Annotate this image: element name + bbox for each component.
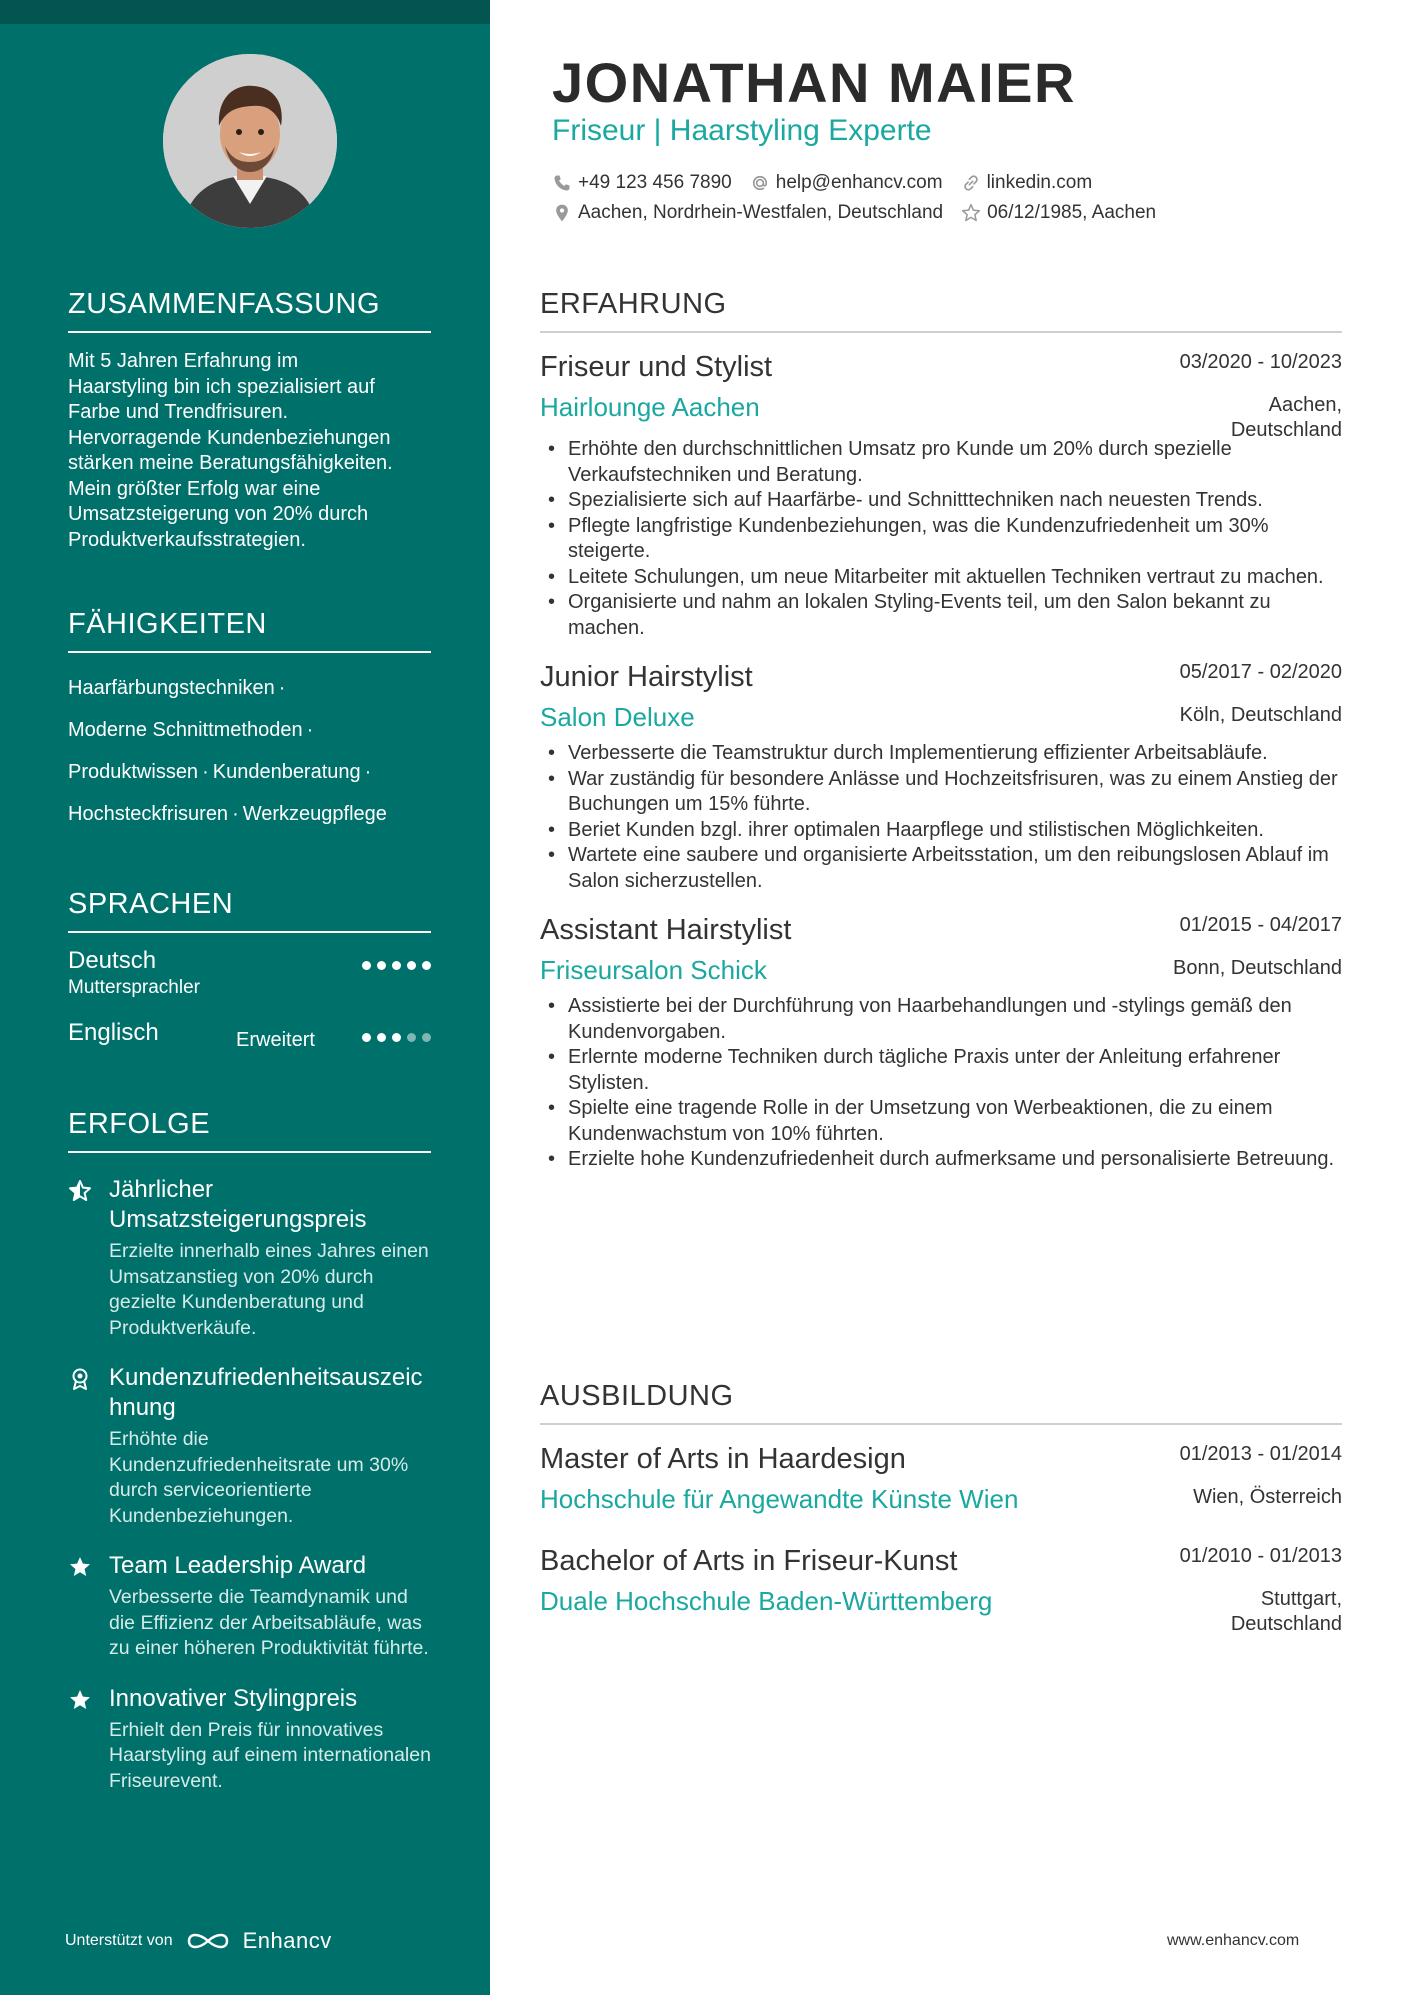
star-icon bbox=[68, 1555, 92, 1579]
proficiency-dot bbox=[392, 1033, 401, 1042]
language-dots bbox=[362, 961, 431, 970]
proficiency-dot bbox=[407, 1033, 416, 1042]
achievement-item bbox=[68, 1175, 431, 1341]
proficiency-dot bbox=[392, 961, 401, 970]
proficiency-dot bbox=[422, 1033, 431, 1042]
summary-line: Mit 5 Jahren Erfahrung im bbox=[68, 350, 299, 372]
job-company: Friseursalon Schick bbox=[540, 955, 767, 985]
phone-icon bbox=[552, 173, 572, 193]
language-row bbox=[68, 1019, 431, 1059]
languages-heading: SPRACHEN bbox=[68, 888, 431, 933]
language-level: Erweitert bbox=[236, 1029, 315, 1051]
job-location: Aachen, Deutschland bbox=[1230, 394, 1342, 441]
job-location: Bonn, Deutschland bbox=[1172, 957, 1342, 979]
education-heading: AUSBILDUNG bbox=[540, 1380, 1342, 1425]
phone-text: +49 123 456 7890 bbox=[578, 172, 732, 193]
education-entry bbox=[540, 1543, 1342, 1635]
job-bullet: • Erhöhte den durchschnittlichen Umsatz pro Kunde um 20% durch spezielle Verkaufstechniken und Beratung. bbox=[540, 437, 1342, 488]
job-dates: 01/2015 - 04/2017 bbox=[1179, 914, 1342, 936]
profile-photo bbox=[163, 54, 337, 228]
job-bullet: • Verbesserte die Teamstruktur durch Implementierung effizienter Arbeitsabläufe. bbox=[540, 741, 1342, 767]
job-bullets bbox=[540, 741, 1342, 894]
job-dates: 05/2017 - 02/2020 bbox=[1179, 661, 1342, 683]
proficiency-dot bbox=[422, 961, 431, 970]
job-entry bbox=[540, 659, 1342, 894]
skill-separator: · bbox=[364, 761, 372, 783]
email-text[interactable]: help@enhancv.com bbox=[775, 172, 943, 193]
job-bullet: • Organisierte und nahm an lokalen Styling-Events teil, um den Salon bekannt zu machen. bbox=[540, 590, 1342, 641]
degree-title: Bachelor of Arts in Friseur-Kunst bbox=[540, 1545, 958, 1577]
language-dots bbox=[362, 1033, 431, 1042]
skill-separator: · bbox=[306, 719, 314, 741]
email-item[interactable] bbox=[750, 172, 943, 194]
at-icon bbox=[750, 173, 770, 193]
job-bullet: • Erlernte moderne Techniken durch tägliche Praxis unter der Anleitung erfahrener Stylisten. bbox=[540, 1045, 1342, 1096]
proficiency-dot bbox=[362, 1033, 371, 1042]
education-dates: 01/2010 - 01/2013 bbox=[1179, 1545, 1342, 1567]
job-bullet: • Wartete eine saubere und organisierte Arbeitsstation, um den reibungslosen Ablauf im Salon sicherzustellen. bbox=[540, 843, 1342, 894]
phone-item bbox=[552, 172, 732, 194]
star-half-icon bbox=[68, 1179, 92, 1203]
link-icon bbox=[961, 173, 981, 193]
skill-separator: · bbox=[278, 677, 286, 699]
achievement-title: Jährlicher Umsatzsteigerungspreis bbox=[109, 1176, 367, 1233]
job-bullet: • Erzielte hohe Kundenzufriedenheit durch aufmerksame und personalisierte Betreuung. bbox=[540, 1147, 1342, 1173]
achievement-desc: Erhielt den Preis für innovatives Haarstyling auf einem internationalen Friseurevent. bbox=[109, 1718, 431, 1792]
brand-name: Enhancv bbox=[242, 1928, 332, 1953]
summary-line: stärken meine Beratungsfähigkeiten. bbox=[68, 452, 393, 474]
education-section bbox=[540, 1380, 1342, 1635]
skill-separator: · bbox=[232, 803, 239, 825]
candidate-name: JONATHAN MAIER bbox=[552, 51, 1076, 114]
experience-section bbox=[540, 288, 1342, 1173]
achievement-item bbox=[68, 1363, 431, 1529]
summary-line: Hervorragende Kundenbeziehungen bbox=[68, 426, 391, 449]
job-title: Junior Hairstylist bbox=[540, 661, 753, 693]
proficiency-dot bbox=[377, 1033, 386, 1042]
enhancv-logo-icon bbox=[185, 1929, 231, 1953]
footer-url[interactable]: www.enhancv.com bbox=[1167, 1932, 1300, 1949]
job-location: Köln, Deutschland bbox=[1179, 704, 1342, 726]
skill-line bbox=[68, 709, 431, 751]
languages-section bbox=[68, 888, 431, 1059]
education-location: Wien, Österreich bbox=[1193, 1486, 1342, 1508]
sidebar bbox=[0, 0, 490, 1995]
school-name: Hochschule für Angewandte Künste Wien bbox=[540, 1484, 1019, 1514]
linkedin-item[interactable] bbox=[961, 172, 1093, 194]
linkedin-text[interactable]: linkedin.com bbox=[986, 172, 1093, 193]
achievement-desc: Erzielte innerhalb eines Jahres einen Umsatzanstieg von 20% durch gezielte Kundenberatung und Produktverkäufe. bbox=[109, 1240, 429, 1339]
achievement-title: Kundenzufriedenheitsauszeichnung bbox=[109, 1364, 423, 1421]
degree-title: Master of Arts in Haardesign bbox=[540, 1443, 906, 1475]
summary-heading: ZUSAMMENFASSUNG bbox=[68, 288, 431, 333]
contact-row bbox=[552, 198, 1156, 228]
skill-separator: · bbox=[202, 761, 209, 783]
candidate-title: Friseur | Haarstyling Experte bbox=[552, 114, 932, 147]
achievement-title: Innovativer Stylingpreis bbox=[109, 1684, 358, 1712]
achievement-item bbox=[68, 1684, 431, 1795]
summary-section bbox=[68, 288, 431, 553]
skill-item: Kundenberatung bbox=[212, 761, 361, 783]
language-name: Deutsch bbox=[68, 947, 157, 974]
job-bullet: • Assistierte bei der Durchführung von Haarbehandlungen und -stylings gemäß den Kundenvorgaben. bbox=[540, 994, 1342, 1045]
summary-line: Haarstyling bin ich spezialisiert auf bbox=[68, 375, 375, 398]
medal-icon bbox=[68, 1367, 92, 1391]
job-title: Assistant Hairstylist bbox=[540, 914, 792, 946]
skill-item: Hochsteckfrisuren bbox=[68, 803, 229, 825]
achievement-item bbox=[68, 1551, 431, 1662]
education-entry bbox=[540, 1441, 1342, 1525]
job-bullet: • Spezialisierte sich auf Haarfärbe- und Schnitttechniken nach neuesten Trends. bbox=[540, 488, 1342, 514]
proficiency-dot bbox=[377, 961, 386, 970]
job-entry bbox=[540, 349, 1342, 641]
job-company: Hairlounge Aachen bbox=[540, 392, 760, 422]
job-title: Friseur und Stylist bbox=[540, 351, 773, 383]
star-icon bbox=[68, 1688, 92, 1712]
experience-heading: ERFAHRUNG bbox=[540, 288, 1342, 333]
skills-section bbox=[68, 608, 431, 835]
skill-item: Produktwissen bbox=[68, 761, 199, 783]
location-text: Aachen, Nordrhein-Westfalen, Deutschland bbox=[578, 202, 944, 223]
skill-item: Haarfärbungstechniken bbox=[68, 677, 275, 699]
job-dates: 03/2020 - 10/2023 bbox=[1179, 351, 1342, 373]
job-bullets bbox=[540, 994, 1342, 1173]
location-item bbox=[552, 202, 943, 224]
job-bullets bbox=[540, 437, 1342, 641]
powered-by bbox=[65, 1928, 332, 1954]
location-pin-icon bbox=[552, 203, 572, 223]
achievement-desc: Erhöhte die Kundenzufriedenheitsrate um 30% durch serviceorientierte Kundenbeziehungen. bbox=[109, 1428, 409, 1527]
language-sub: Muttersprachler bbox=[68, 977, 200, 998]
education-location: Stuttgart, Deutschland bbox=[1230, 1588, 1342, 1635]
powered-by-label: Unterstützt von bbox=[65, 1932, 173, 1949]
skill-line bbox=[68, 667, 431, 709]
star-outline-icon bbox=[961, 203, 981, 223]
summary-line: Produktverkaufsstrategien. bbox=[68, 528, 306, 551]
skill-item: Moderne Schnittmethoden bbox=[68, 719, 303, 741]
skills-list bbox=[68, 667, 431, 835]
job-bullet: • Pflegte langfristige Kundenbeziehungen, was die Kundenzufriedenheit um 30% steigerte. bbox=[540, 514, 1342, 565]
achievement-desc: Verbesserte die Teamdynamik und die Effizienz der Arbeitsabläufe, was zu einer höheren Produktivität führte. bbox=[109, 1586, 429, 1659]
skill-line bbox=[68, 793, 431, 835]
summary-line: Umsatzsteigerung von 20% durch bbox=[68, 503, 369, 525]
language-row bbox=[68, 947, 431, 1013]
job-bullet: • Beriet Kunden bzgl. ihrer optimalen Haarpflege und stilistischen Möglichkeiten. bbox=[540, 818, 1342, 844]
summary-line: Farbe und Trendfrisuren. bbox=[68, 401, 289, 423]
job-entry bbox=[540, 912, 1342, 1173]
portrait-illustration bbox=[163, 54, 337, 228]
education-dates: 01/2013 - 01/2014 bbox=[1179, 1443, 1342, 1465]
summary-line: Mein größter Erfolg war eine bbox=[68, 477, 321, 500]
achievements-heading: ERFOLGE bbox=[68, 1108, 431, 1153]
proficiency-dot bbox=[407, 961, 416, 970]
achievement-title: Team Leadership Award bbox=[109, 1552, 367, 1579]
sidebar-top-bar bbox=[0, 0, 490, 24]
skills-heading: FÄHIGKEITEN bbox=[68, 608, 431, 653]
job-bullet: • Leitete Schulungen, um neue Mitarbeiter mit aktuellen Techniken vertraut zu machen. bbox=[540, 565, 1342, 591]
summary-text bbox=[68, 349, 431, 553]
skill-line bbox=[68, 751, 431, 793]
job-bullet: • War zuständig für besondere Anlässe und Hochzeitsfrisuren, was zu einem Anstieg der Buchungen um 15% führte. bbox=[540, 767, 1342, 818]
school-name: Duale Hochschule Baden-Württemberg bbox=[540, 1586, 993, 1616]
achievements-section bbox=[68, 1108, 431, 1794]
proficiency-dot bbox=[362, 961, 371, 970]
birth-item bbox=[961, 202, 1156, 224]
skill-item: Werkzeugpflege bbox=[242, 803, 387, 825]
birth-text: 06/12/1985, Aachen bbox=[987, 202, 1157, 223]
language-name: Englisch bbox=[68, 1019, 159, 1046]
job-company: Salon Deluxe bbox=[540, 702, 695, 732]
job-bullet: • Spielte eine tragende Rolle in der Umsetzung von Werbeaktionen, die zu einem Kundenwachstum von 10% führten. bbox=[540, 1096, 1342, 1147]
contact-info bbox=[552, 168, 1156, 228]
contact-row bbox=[552, 168, 1156, 198]
